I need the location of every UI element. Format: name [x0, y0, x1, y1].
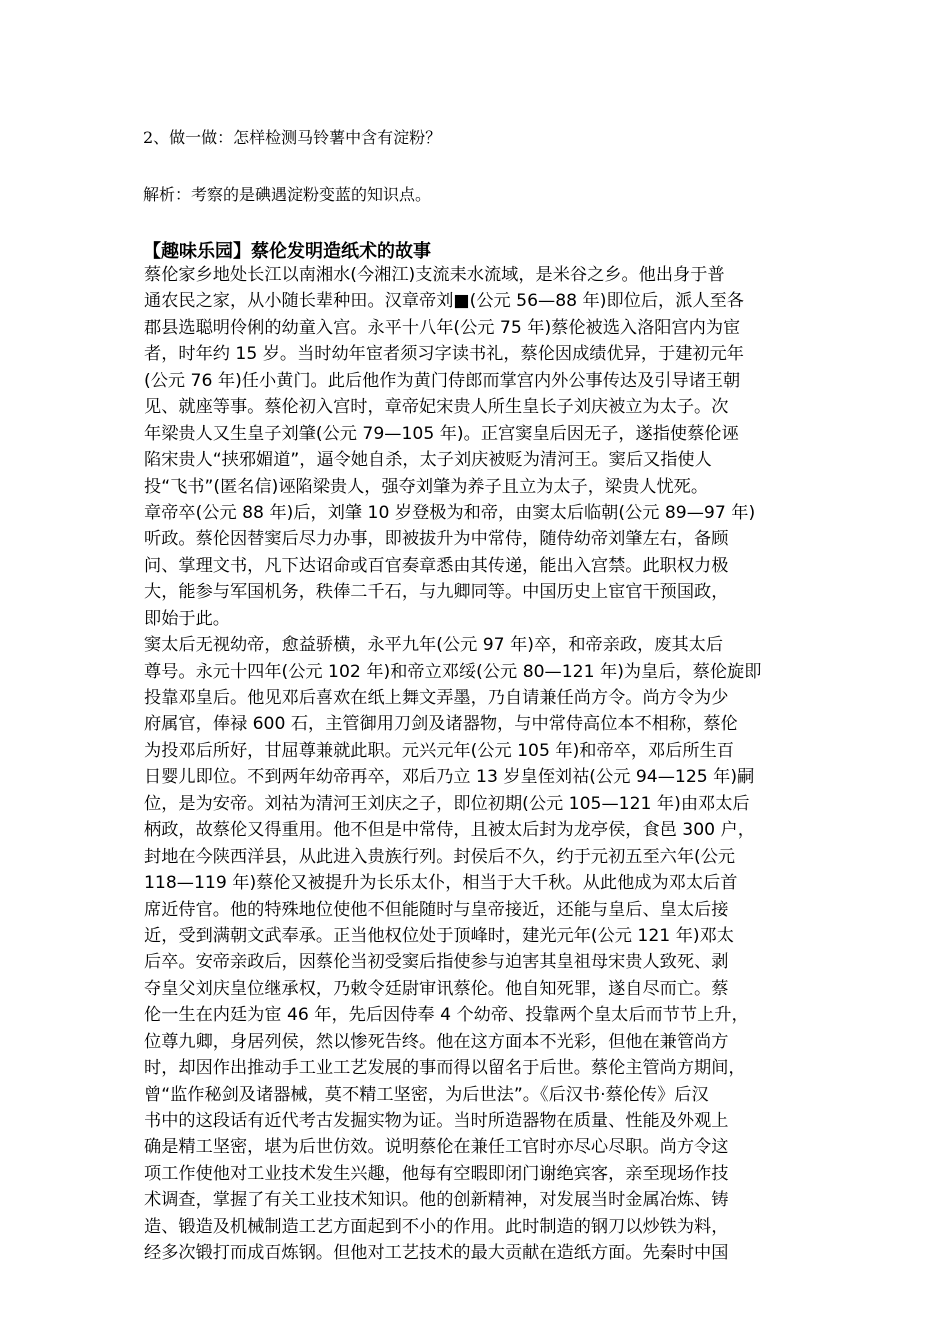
question-text: 2、做一做：怎样检测马铃薯中含有淀粉？: [143, 128, 442, 147]
body-line: 封地在今陕西洋县，从此进入贵族行列。封侯后不久，约于元初五至六年(公元: [144, 846, 736, 867]
body-line: 问、掌理文书，凡下达诏命或百官奏章悉由其传递，能出入宫禁。此职权力极: [144, 555, 729, 576]
body-line: 投靠邓皇后。他见邓后喜欢在纸上舞文弄墨，乃自请兼任尚方令。尚方令为少: [144, 688, 729, 708]
body-line: 书中的这段话有近代考古发掘实物为证。当时所造器物在质量、性能及外观上: [144, 1111, 729, 1131]
body-line: 位尊九卿，身居列侯，然以惨死告终。他在这方面本不光彩，但他在兼管尚方: [144, 1031, 729, 1052]
body-line: 后卒。安帝亲政后，因蔡伦当初受窦后指使参与迫害其皇祖母宋贵人致死、剥: [144, 952, 729, 973]
body-line: 造、锻造及机械制造工艺方面起到不小的作用。此时制造的钢刀以炒铁为料，: [144, 1216, 729, 1237]
body-line: 投“飞书”(匿名信)诬陷梁贵人，强夺刘肇为养子且立为太子，梁贵人忧死。: [144, 476, 709, 497]
body-line: 郡县选聪明伶俐的幼童入宫。永平十八年(公元 75 年)蔡伦被选入洛阳宫内为宦: [144, 317, 741, 338]
body-line: 通农民之家，从小随长辈种田。汉章帝刘■(公元 56—88 年)即位后，派人至各: [144, 291, 744, 312]
body-line: 见、就座等事。蔡伦初入宫时，章帝妃宋贵人所生皇长子刘庆被立为太子。次: [144, 397, 729, 418]
section-title: 【趣味乐园】蔡伦发明造纸术的故事: [143, 241, 431, 262]
body-line: 伦一生在内廷为宦 46 年，先后因侍奉 4 个幼帝、投靠两个皇太后而节节上升，: [144, 1005, 749, 1026]
body-line: 窦太后无视幼帝，愈益骄横，永平九年(公元 97 年)卒，和帝亲政，废其太后: [144, 635, 724, 656]
body-line: 经多次锻打而成百炼钢。但他对工艺技术的最大贡献在造纸方面。先秦时中国: [144, 1243, 729, 1264]
body-line: 大，能参与军国机务，秩俸二千石，与九卿同等。中国历史上宦官干预国政，: [144, 582, 729, 603]
body-line: 尊号。永元十四年(公元 102 年)和帝立邓绥(公元 80—121 年)为皇后，蔡伦旋即: [144, 661, 762, 682]
body-line: 蔡伦家乡地处长江以南湘水(今湘江)支流耒水流域，是米谷之乡。他出身于普: [144, 265, 725, 285]
body-line: 位，是为安帝。刘祜为清河王刘庆之子，即位初期(公元 105—121 年)由邓太后: [144, 793, 750, 814]
body-line: 章帝卒(公元 88 年)后，刘肇 10 岁登极为和帝，由窦太后临朝(公元 89—97 年): [144, 502, 756, 523]
body-line: 时，却因作出推动手工业工艺发展的事而得以留名于后世。蔡伦主管尚方期间，: [144, 1058, 746, 1079]
analysis-text: 解析：考察的是碘遇淀粉变蓝的知识点。: [143, 185, 432, 204]
body-line: 术调查，掌握了有关工业技术知识。他的创新精神，对发展当时金属冶炼、铸: [144, 1190, 729, 1211]
body-line: 陷宋贵人“挟邪媚道”，逼令她自杀，太子刘庆被贬为清河王。窦后又指使人: [144, 450, 712, 471]
body-line: 夺皇父刘庆皇位继承权，乃敕令廷尉审讯蔡伦。他自知死罪，遂自尽而亡。蔡: [144, 978, 729, 999]
body-line: 项工作使他对工业技术发生兴趣，他每有空暇即闭门谢绝宾客，亲至现场作技: [144, 1163, 729, 1184]
body-line: 即始于此。: [144, 608, 230, 629]
body-line: 为投邓后所好，甘屈尊兼就此职。元兴元年(公元 105 年)和帝卒，邓后所生百: [144, 740, 734, 761]
body-line: 者，时年约 15 岁。当时幼年宦者须习字读书礼，蔡伦因成绩优异，于建初元年: [144, 344, 744, 365]
body-line: (公元 76 年)任小黄门。此后他作为黄门侍郎而掌宫内外公事传达及引导诸王朝: [144, 370, 741, 391]
body-line: 近，受到满朝文武奉承。正当他权位处于顶峰时，建光元年(公元 121 年)邓太: [144, 925, 734, 946]
body-line: 年梁贵人又生皇子刘肇(公元 79—105 年)。正宫窦皇后因无子，遂指使蔡伦诬: [144, 423, 739, 444]
body-line: 府属官，俸禄 600 石，主管御用刀剑及诸器物，与中常侍高位本不相称，蔡伦: [144, 714, 738, 735]
body-line: 听政。蔡伦因替窦后尽力办事，即被拔升为中常侍，随侍幼帝刘肇左右，备顾: [144, 529, 729, 550]
body-line: 确是精工坚密，堪为后世仿效。说明蔡伦在兼任工官时亦尽心尽职。尚方令这: [144, 1137, 729, 1158]
body-line: 席近侍官。他的特殊地位使他不但能随时与皇帝接近，还能与皇后、皇太后接: [144, 899, 729, 920]
story-body: [144, 262, 814, 1267]
body-line: 日婴儿即位。不到两年幼帝再卒，邓后乃立 13 岁皇侄刘祜(公元 94—125 年)嗣: [144, 767, 755, 788]
body-line: 曾“监作秘剑及诸器械，莫不精工坚密，为后世法”。《后汉书·蔡伦传》后汉: [144, 1084, 709, 1105]
body-line: 118—119 年)蔡伦又被提升为长乐太仆，相当于大千秋。从此他成为邓太后首: [144, 873, 738, 894]
body-line: 柄政，故蔡伦又得重用。他不但是中常侍，且被太后封为龙亭侯，食邑 300 户，: [144, 820, 755, 841]
